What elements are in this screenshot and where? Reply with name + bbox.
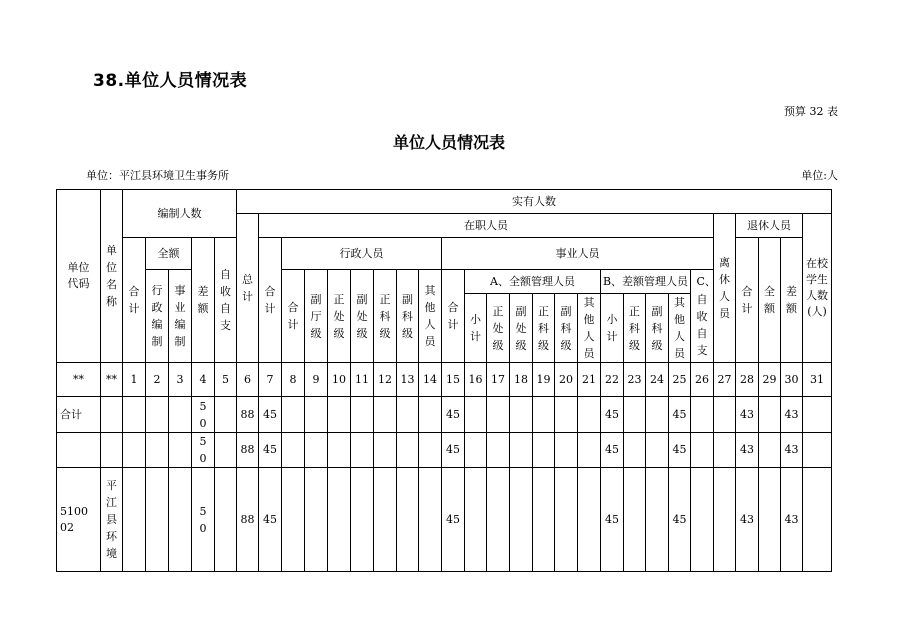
column-number-cell: 6 [237,363,259,397]
header-bianzhi: 编制人数 [123,190,237,238]
header-zheng-chu: 正处级 [328,270,351,363]
header-tx-quan: 全额 [759,238,781,363]
table-cell [487,468,510,572]
table-cell: 45 [601,468,624,572]
table-cell [123,433,146,468]
table-cell [123,397,146,433]
column-number-cell: 17 [487,363,510,397]
table-cell: 88 [237,433,259,468]
table-cell [282,433,305,468]
column-number-cell: 14 [419,363,442,397]
table-cell [374,468,397,572]
table-cell [578,433,601,468]
column-number-cell: 19 [533,363,555,397]
table-cell [146,397,169,433]
table-cell [646,468,669,572]
header-a-other: 其他人员 [578,294,601,363]
table-cell [533,397,555,433]
header-zongji: 总计 [237,214,259,363]
table-cell: 50 [192,468,215,572]
unit-measure: 单位:人 [801,169,838,182]
column-number-cell: 7 [259,363,282,397]
column-number-cell: 20 [555,363,578,397]
table-cell [146,433,169,468]
column-number-cell: 30 [781,363,803,397]
table-cell [646,433,669,468]
column-number-cell: 23 [624,363,646,397]
header-c-zishou: C、自收自支 [691,270,714,363]
header-shiyou: 实有人数 [237,190,832,214]
table-cell [169,397,192,433]
column-number-cell: 25 [669,363,691,397]
column-number-cell: 4 [192,363,215,397]
table-cell [465,397,487,433]
table-cell: 88 [237,468,259,572]
column-number-cell: 28 [736,363,759,397]
table-cell [533,433,555,468]
table-cell [555,433,578,468]
column-number-cell: 22 [601,363,624,397]
table-cell [803,397,832,433]
table-cell [759,468,781,572]
table-cell: 45 [669,397,691,433]
table-cell: 50 [192,433,215,468]
table-cell: 43 [781,397,803,433]
table-cell [691,468,714,572]
unit-name: 单位：平江县环境卫生事务所 [86,169,229,182]
table-cell [803,433,832,468]
table-cell: 45 [442,397,465,433]
column-number-cell: 27 [714,363,736,397]
table-cell [328,397,351,433]
header-zishou: 自收自支 [215,238,237,363]
form-number: 预算 32 表 [784,105,838,118]
table-cell [215,433,237,468]
table-cell [282,397,305,433]
header-student: 在校学生人数(人) [803,214,832,363]
column-number-cell: 3 [169,363,192,397]
table-cell [328,433,351,468]
table-cell [465,468,487,572]
header-xz-other: 其他人员 [419,270,442,363]
table-cell [169,468,192,572]
table-cell: 43 [736,397,759,433]
table-cell: 45 [601,433,624,468]
table-cell [397,433,419,468]
table-cell: 合计 [57,397,101,433]
table-cell: 45 [442,468,465,572]
header-tx-total: 合计 [736,238,759,363]
table-cell [624,397,646,433]
table-cell [759,397,781,433]
table-cell [510,468,533,572]
table-cell [282,468,305,572]
table-cell [803,468,832,572]
table-cell [351,397,374,433]
header-a-fu-ke: 副科级 [555,294,578,363]
header-xingzheng: 行政人员 [282,238,442,270]
column-number-cell: 9 [305,363,328,397]
table-cell [397,468,419,572]
header-fu-ke: 副科级 [397,270,419,363]
table-cell [691,397,714,433]
header-a-zheng-chu: 正处级 [487,294,510,363]
table-cell [169,433,192,468]
table-row [57,397,832,433]
table-cell [123,468,146,572]
header-a-group: A、全额管理人员 [465,270,601,294]
header-b-fu-ke: 副科级 [646,294,669,363]
header-bz-total: 合计 [123,238,146,363]
table-cell: 88 [237,397,259,433]
column-number-cell: ** [57,363,101,397]
table-cell: 平江县环境 [101,468,123,572]
column-number-cell: 10 [328,363,351,397]
header-tuixiu: 退休人员 [736,214,803,238]
table-cell [555,397,578,433]
column-number-cell: ** [101,363,123,397]
header-zaizhi: 在职人员 [259,214,714,238]
column-number-row [57,363,832,397]
header-a-zheng-ke: 正科级 [533,294,555,363]
table-cell [578,468,601,572]
table-cell: 50 [192,397,215,433]
header-shiye: 事业人员 [442,238,714,270]
table-cell [305,433,328,468]
table-cell [714,433,736,468]
table-cell: 45 [601,397,624,433]
column-number-cell: 21 [578,363,601,397]
table-cell [101,397,123,433]
header-lixiu: 离休人员 [714,214,736,363]
table-cell: 45 [669,433,691,468]
table-cell [714,397,736,433]
table-cell [146,468,169,572]
table-cell [759,433,781,468]
table-cell [215,397,237,433]
header-b-group: B、差额管理人员 [601,270,691,294]
personnel-table [56,189,832,572]
column-number-cell: 31 [803,363,832,397]
header-fu-chu: 副处级 [351,270,374,363]
header-xz-total: 合计 [282,270,305,363]
header-unit-code: 单位代码 [57,190,101,363]
table-cell [533,468,555,572]
table-cell [555,468,578,572]
table-cell [215,468,237,572]
section-title: 38.单位人员情况表 [93,71,248,91]
column-number-cell: 5 [215,363,237,397]
header-cha-e: 差额 [192,238,215,363]
table-cell [624,468,646,572]
table-cell [646,397,669,433]
table-cell [578,397,601,433]
table-cell [714,468,736,572]
table-cell: 45 [259,397,282,433]
table-cell: 43 [781,433,803,468]
table-row [57,433,832,468]
table-cell [510,433,533,468]
table-cell [305,468,328,572]
table-cell [510,397,533,433]
column-number-cell: 11 [351,363,374,397]
column-number-cell: 26 [691,363,714,397]
header-shiye-bz: 事业编制 [169,270,192,363]
column-number-cell: 16 [465,363,487,397]
table-cell: 45 [442,433,465,468]
table-cell [57,433,101,468]
table-cell [487,433,510,468]
column-number-cell: 8 [282,363,305,397]
table-title: 单位人员情况表 [392,133,505,152]
column-number-cell: 24 [646,363,669,397]
table-cell: 43 [736,468,759,572]
table-cell [305,397,328,433]
header-zz-total: 合计 [259,238,282,363]
table-cell [624,433,646,468]
header-fu-ting: 副厅级 [305,270,328,363]
column-number-cell: 2 [146,363,169,397]
column-number-cell: 15 [442,363,465,397]
header-tx-cha: 差额 [781,238,803,363]
table-cell [351,433,374,468]
header-zheng-ke: 正科级 [374,270,397,363]
header-a-fu-chu: 副处级 [510,294,533,363]
header-sy-total: 合计 [442,270,465,363]
table-cell [328,468,351,572]
table-cell [374,433,397,468]
column-number-cell: 18 [510,363,533,397]
table-cell [101,433,123,468]
header-b-zheng-ke: 正科级 [624,294,646,363]
column-number-cell: 12 [374,363,397,397]
table-cell: 510002 [57,468,101,572]
table-cell: 45 [669,468,691,572]
column-number-cell: 13 [397,363,419,397]
table-cell: 45 [259,433,282,468]
table-cell [419,433,442,468]
table-cell [691,433,714,468]
header-unit-name: 单位名称 [101,190,123,363]
table-cell [351,468,374,572]
table-row [57,468,832,572]
header-xingzheng-bz: 行政编制 [146,270,169,363]
header-a-sub: 小计 [465,294,487,363]
column-number-cell: 1 [123,363,146,397]
column-number-cell: 29 [759,363,781,397]
table-cell: 43 [781,468,803,572]
table-cell [419,397,442,433]
header-quan-e: 全额 [146,238,192,270]
table-cell [487,397,510,433]
header-b-other: 其他人员 [669,294,691,363]
table-cell [374,397,397,433]
table-cell [419,468,442,572]
table-cell: 43 [736,433,759,468]
table-cell: 45 [259,468,282,572]
table-cell [465,433,487,468]
table-cell [397,397,419,433]
header-b-sub: 小计 [601,294,624,363]
